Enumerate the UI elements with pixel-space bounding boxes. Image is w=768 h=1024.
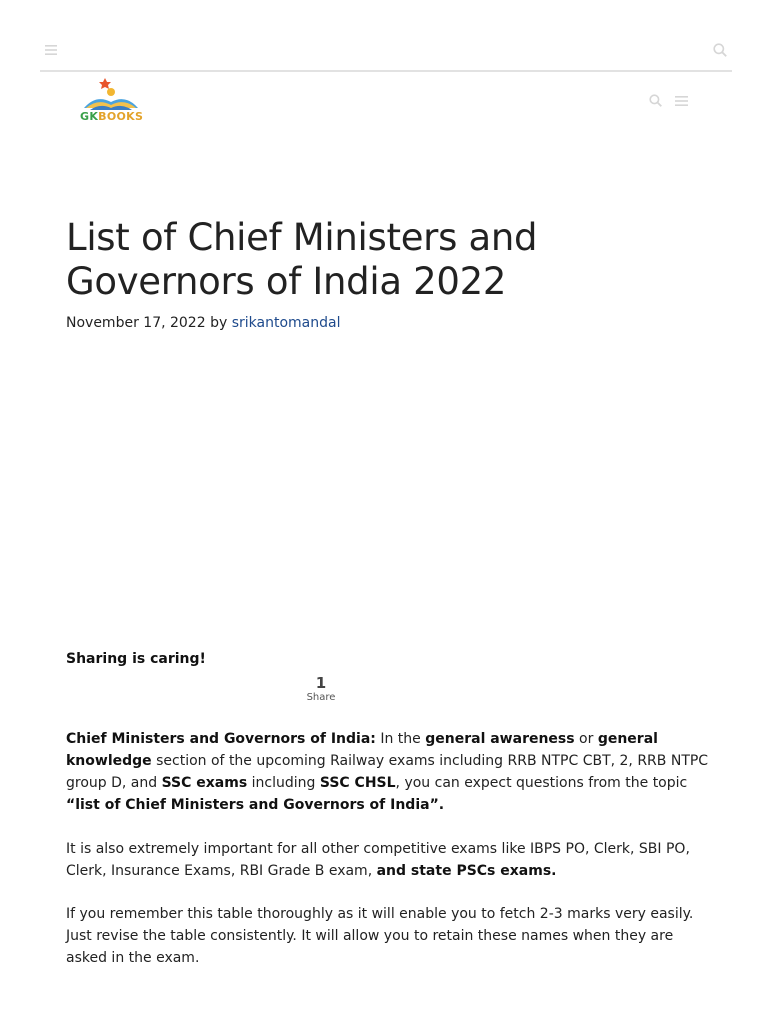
post-date: November 17, 2022 <box>66 315 206 331</box>
text: or <box>574 731 598 747</box>
share-label: Share <box>306 692 336 703</box>
exams-paragraph <box>66 838 716 882</box>
text-bold: Chief Ministers and Governors of India: <box>66 731 376 747</box>
logo-text-books: BOOKS <box>98 110 144 123</box>
text-bold: “list of Chief Ministers and Governors of India”. <box>66 797 445 813</box>
text-bold: general awareness <box>425 731 575 747</box>
hamburger-menu-icon[interactable] <box>45 45 57 55</box>
search-icon[interactable] <box>649 94 662 107</box>
text: In the <box>375 731 426 747</box>
author-link[interactable]: srikantomandal <box>231 315 341 331</box>
logo-text-gk: GK <box>80 110 99 123</box>
text-bold: SSC CHSL <box>319 775 396 791</box>
sharing-heading: Sharing is caring! <box>66 651 206 667</box>
text: including <box>247 775 320 791</box>
logo-text[interactable] <box>80 110 143 123</box>
search-icon[interactable] <box>713 43 727 57</box>
book-logo-icon <box>78 76 144 112</box>
page-title: List of Chief Ministers and Governors of India 2022 <box>66 216 538 303</box>
text: It is also extremely important for all other competitive exams like IBPS PO, Clerk, SBI PO, Clerk, Insurance Exams, RBI Grade B exam, <box>66 841 690 879</box>
hamburger-menu-icon[interactable] <box>675 96 688 106</box>
top-bar <box>40 30 732 72</box>
share-count: 1 <box>315 674 327 692</box>
revise-paragraph: If you remember this table thoroughly as it will enable you to fetch 2-3 marks very easily. Just revise the table consistently. It will allow you to retain these names when they are asked in the exam. <box>66 906 694 966</box>
text-bold: SSC exams <box>161 775 248 791</box>
share-button[interactable] <box>296 674 346 704</box>
by-label: by <box>210 315 228 331</box>
text-bold: and state PSCs exams. <box>376 863 557 879</box>
intro-paragraph <box>66 728 716 816</box>
post-meta <box>66 315 340 331</box>
text: , you can expect questions from the topic <box>395 775 688 791</box>
text: section of the upcoming Railway exams including RRB NTPC CBT, 2, RRB NTPC group D, and <box>66 753 709 791</box>
text-bold: general knowledge <box>66 731 658 769</box>
